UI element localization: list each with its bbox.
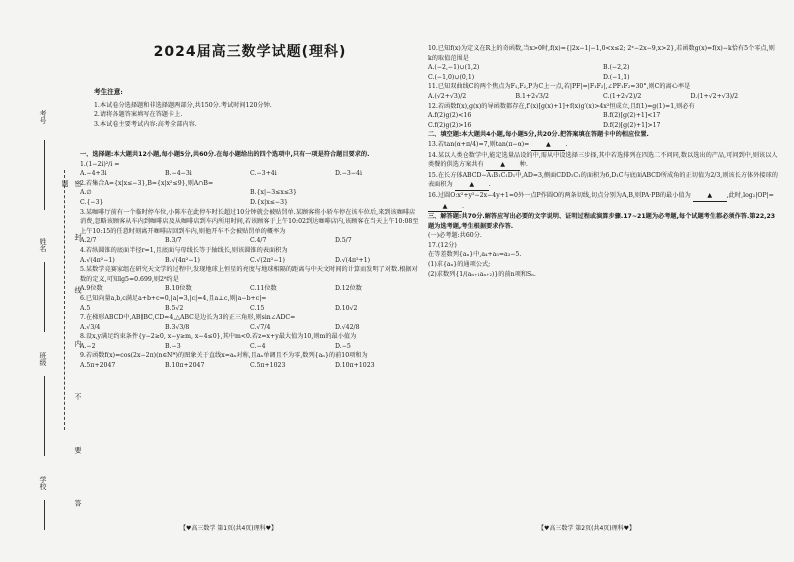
q10-option-d: D.(−1,1) [603, 73, 630, 81]
class-line [44, 376, 45, 456]
q10-stem: 10.已知f(x)为定义在R上的奇函数,当x>0时,f(x)={|2x−1|−1,0<x≤2; 2ˣ−2x−9,x>2},若函数g(x)=f(x)−k恰有5个零点,则k的取值范围是 [428, 45, 775, 62]
q16-tail: ,此时,log₂|OP|= [726, 191, 774, 199]
answer-blank: ▲ [531, 140, 565, 151]
q16-end: . [462, 202, 464, 210]
question-7 [80, 313, 420, 332]
question-9 [80, 351, 420, 370]
question-6 [80, 294, 420, 313]
q3-stem: 3.某咖啡厅前有一个临时停车位,小陈车在此停车时长超过10分钟就会被贴罚单.某顾客将小轿车停在该车位后,来到该咖啡店消费,忽略该顾客从车内到咖啡店及从咖啡店到车内所用时间,若该顾客于上午10:02到达咖啡店内,该顾客在当天上午10:08至上午10:15的任意时刻离开咖啡店回到车内,则他开车不会被贴罚单的概率为 [80, 208, 419, 235]
q11-option-d: D.(1+√2+√3)/2 [690, 92, 739, 100]
q14-stem: 14.某以人类仓数学中,能定选量品设的中,需从中设选择三步择,其中若选排列在四选二不问同,数以选出的产品,可问到中,则该以人类餐的供选方案共有 [428, 151, 778, 169]
question-1 [80, 160, 420, 179]
question-2 [80, 179, 420, 208]
answer-blank: ▲ [693, 191, 727, 202]
q7-stem: 7.在梯形ABCD中,AB∥BC,CD=4,△ABC是边长为3的正三角形,则sin∠ADC= [80, 314, 296, 322]
q11-option-b: B.1+2√3/2 [515, 92, 549, 100]
question-3 [80, 208, 420, 246]
q9-option-c: C.5π+1023 [250, 362, 286, 370]
q4-stem: 4.若纵圆锥的底面半径r=1,且底面与母线长等于轴线长,则该圆锥的表面积为 [80, 246, 288, 254]
footer-right: 【♥高三数学 第2页(共4页)理科♥】 [538, 525, 635, 532]
notice-box [94, 88, 404, 129]
q9-option-d: D.10π+1023 [335, 362, 375, 370]
question-4 [80, 246, 420, 265]
q4-option-d: D.√(4π²+1) [335, 256, 371, 264]
question-14 [428, 151, 778, 171]
q17-part2: (2)求数列{1/(aₙ₊₁aₙ₊₂)}的前n项和Sₙ. [428, 270, 536, 278]
q1-option-b: B.−4−3i [165, 170, 192, 178]
q1-option-a: A.−4+3i [80, 170, 107, 178]
q3-option-d: D.5/7 [335, 237, 352, 245]
name-label: 姓名 [39, 238, 47, 252]
notice-item: 1.本试卷分选择题和非选择题两部分,共150分.考试时间120分钟. [94, 101, 272, 109]
q13-stem: 13.若tan(α+π/4)=7,则tan(π−α)= [428, 140, 530, 148]
question-15: 15.在长方体ABCD−A₁B₁C₁D₁中,AD=3,侧面CDD₁C₁的面积为6,D₁C与底面ABCD所成角的正切值为2/3,则该长方体外接球的表面积为 ▲ . [428, 171, 778, 191]
q6-option-a: A.5 [80, 304, 91, 312]
binding-margin [0, 0, 82, 562]
notice-heading: 考生注意: [94, 88, 123, 96]
q15-stem: 15.在长方体ABCD−A₁B₁C₁D₁中,AD=3,侧面CDD₁C₁的面积为6,D₁C与底面ABCD所成角的正切值为2/3,则该长方体外接球的表面积为 [428, 171, 778, 189]
answer-blank: ▲ [455, 180, 489, 191]
q8-option-b: B.−3 [165, 342, 181, 350]
q4-option-b: B.√(4π²−1) [165, 256, 200, 264]
exam-title: 2024届高三数学试题(理科) [153, 44, 347, 60]
q5-option-b: B.10位数 [165, 285, 192, 293]
q12-option-d: D.f(2)[g(2)+1]>17 [603, 121, 661, 129]
q16-stem: 16.过圆O:x²+y²−2x−4y+1=0外一点P作圆O的两条切线,切点分别为A,B,则PA·PB的最小值为 [428, 191, 691, 199]
q7-option-a: A.√3/4 [80, 323, 101, 331]
q7-option-b: B.3√3/8 [165, 323, 190, 331]
q4-option-c: C.√(2π²−1) [250, 256, 285, 264]
notice-item: 2.请将各题答案填写在答题卡上. [94, 111, 183, 119]
exam-no-line [44, 140, 45, 210]
q12-option-b: B.f(2)[g(2)+1]<17 [603, 112, 661, 120]
school-line [44, 500, 45, 530]
q2-option-b: B.{x|−3≤x≤3} [250, 189, 297, 197]
section3-sub: (一)必考题:共60分. [428, 232, 482, 240]
q6-option-c: C.15 [250, 304, 265, 312]
q9-option-a: A.5π+2047 [80, 362, 116, 370]
q1-option-c: C.−3+4i [250, 170, 277, 178]
q8-stem: 8.设x,y满足约束条件{y−2≥0, x−y≥m, x−4≤0},其中m<0.若z=x+y最大值为10,则m的最小值为 [80, 333, 357, 341]
class-label: 班级 [39, 352, 47, 366]
q17-head: 17.(12分) [428, 241, 457, 249]
q11-option-a: A.(√2+√3)/2 [428, 92, 467, 100]
q5-option-c: C.11位数 [250, 285, 277, 293]
section2-heading: 二、填空题:本大题共4小题,每小题5分,共20分.把答案填在答题卡中的相应位置. [428, 131, 649, 139]
q3-option-b: B.3/7 [165, 237, 182, 245]
right-content [428, 44, 778, 279]
q12-option-c: C.f(2)g(2)>16 [428, 121, 472, 129]
q3-option-a: A.2/7 [80, 237, 97, 245]
q4-option-a: A.√(4π²−1) [80, 256, 115, 264]
q10-option-a: A.(−2,−1)∪(1,2) [428, 64, 480, 72]
q5-option-a: A.9位数 [80, 285, 103, 293]
question-10 [428, 44, 778, 82]
q2-option-c: C.{−3} [80, 198, 104, 206]
choice-section [80, 150, 420, 371]
q17-stem: 在等差数列{aₙ}中,a₄+a₅=a₃−5. [428, 251, 522, 259]
q9-stem: 9.若函数f(x)=cos(2x−2π)(n∈N*)的图象关于直线x=aₙ对称,且aₙ单调且不为零,数列{aₙ}的前10项和为 [80, 352, 368, 360]
section3-heading: 三、解答题:共70分.解答应写出必要的文字说明、证明过程或演算步骤.17~21题为必考题,每个试题考生都必须作答.第22,23题为选考题,考生根据要求作答. [428, 213, 776, 230]
q10-option-c: C.(−1,0)∪(0,1) [428, 73, 475, 81]
q12-stem: 12.若函数f(x),g(x)的导函数都存在,f′(x)[g(x)+1]+f(x)g′(x)>4x²恒成立,且f(1)=g(1)=1,则必有 [428, 102, 695, 110]
q7-option-d: D.√42/8 [335, 323, 360, 331]
q1-stem: 1.(1−2i)²/i = [80, 160, 120, 168]
school-label: 学校 [39, 476, 47, 490]
question-11 [428, 82, 778, 101]
question-12 [428, 102, 778, 131]
q5-stem: 5.某数学竞赛家组在研究天文学的过程中,发现地球上恒星的亮度与地球相隔的距离与中天文时间的计算而发明了对数.根据对数的定义,可知lg5=0.699,则2⁸约是 [80, 266, 418, 283]
section1-heading: 一、选择题:本大题共12小题,每小题5分,共60分.在每小题给出的四个选项中,只有一项是符合题目要求的. [80, 151, 370, 158]
exam-no-label: 考号 [39, 110, 47, 124]
q9-option-b: B.10π+2047 [165, 362, 205, 370]
q6-option-d: D.10√2 [335, 304, 358, 312]
q6-stem: 6.已知向量a,b,c满足a+b+c=0,|a|=3,|c|=4,且a⊥c,则|a−b+c|= [80, 294, 267, 302]
q1-option-d: D.−3−4i [335, 170, 362, 178]
notice-item: 3.本试卷主要考试内容:高考全部内容. [94, 120, 197, 128]
q7-option-c: C.√7/4 [250, 323, 271, 331]
q14-tail: 种. [519, 161, 528, 169]
name-line [44, 262, 45, 332]
question-5 [80, 265, 420, 294]
answer-blank: ▲ [486, 160, 520, 171]
q6-option-b: B.5√2 [165, 304, 184, 312]
answer-blank: ▲ [428, 202, 462, 213]
q8-option-c: C.−4 [250, 342, 266, 350]
q8-option-d: D.−5 [335, 342, 351, 350]
q17-part1: (1)求{aₙ}的通项公式; [428, 261, 491, 269]
seal-text: 密 封 线 内 不 要 答 题 [61, 180, 82, 529]
question-13: 13.若tan(α+π/4)=7,则tan(π−α)= ▲ . [428, 140, 778, 151]
footer-left: 【♥高三数学 第1页(共4页)理科♥】 [180, 525, 277, 532]
q12-option-a: A.f(2)g(2)<16 [428, 112, 472, 120]
q10-option-b: B.(−2,2) [603, 64, 630, 72]
q11-stem: 11.已知双曲线C的两个焦点为F₁,F₂,P为C上一点,若|PF|=|F₁F₂|,∠PF₁F₂=30°,则C的离心率是 [428, 83, 691, 91]
question-16 [428, 191, 778, 212]
q2-stem: 2.若集合A={x|x≤−3},B={x|x²≤9},则A∩B= [80, 179, 214, 187]
q5-option-d: D.12位数 [335, 285, 362, 293]
q2-option-a: A.∅ [80, 189, 92, 197]
question-8 [80, 332, 420, 351]
q11-option-c: C.(1+2√2)/2 [603, 92, 642, 100]
q3-option-c: C.4/7 [250, 237, 267, 245]
q8-option-a: A.−2 [80, 342, 96, 350]
q2-option-d: D.{x|x≤−3} [250, 198, 288, 206]
